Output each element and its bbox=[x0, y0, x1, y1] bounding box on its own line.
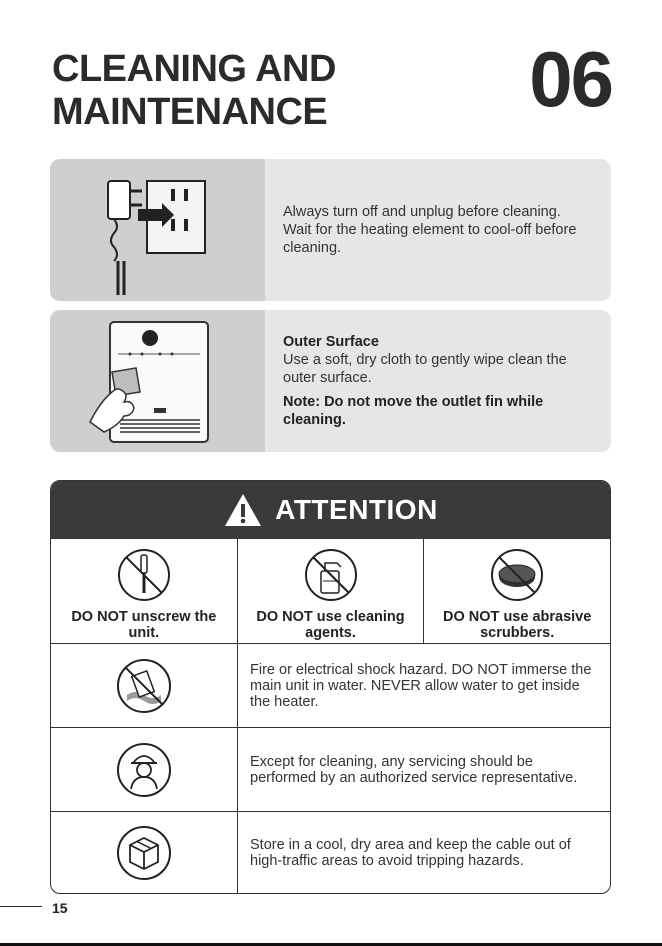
page-title bbox=[52, 48, 336, 134]
warning-icon bbox=[223, 492, 263, 528]
servicing-row bbox=[51, 728, 610, 812]
page-number-rule bbox=[0, 906, 42, 907]
no-unscrew-cell bbox=[51, 539, 237, 643]
no-abrasive-cell bbox=[423, 539, 610, 643]
no-spray-icon bbox=[303, 547, 359, 603]
title-line-1: CLEANING AND bbox=[52, 48, 336, 90]
storage-row bbox=[51, 812, 610, 894]
storage-text: Store in a cool, dry area and keep the cable out of high-traffic areas to avoid tripping hazards. bbox=[250, 837, 571, 869]
no-cleaning-agents-cell bbox=[237, 539, 424, 643]
outer-surface-heading: Outer Surface bbox=[283, 334, 379, 350]
page-number: 15 bbox=[52, 900, 68, 916]
water-hazard-row bbox=[51, 644, 610, 728]
plug-outlet-icon bbox=[50, 159, 265, 301]
no-scrubber-icon bbox=[489, 547, 545, 603]
attention-box bbox=[50, 480, 611, 894]
unplug-card bbox=[50, 159, 611, 301]
no-screwdriver-icon bbox=[116, 547, 172, 603]
outer-surface-body: Use a soft, dry cloth to gently wipe clean the outer surface. bbox=[283, 352, 567, 386]
technician-icon bbox=[115, 741, 173, 799]
no-abrasive-label: DO NOT use abrasive scrubbers. bbox=[443, 609, 592, 641]
water-hazard-text: Fire or electrical shock hazard. DO NOT immerse the main unit in water. NEVER allow water to get inside the heater. bbox=[250, 661, 592, 710]
attention-title: ATTENTION bbox=[275, 494, 438, 525]
wipe-illustration bbox=[50, 310, 265, 452]
heater-wipe-icon bbox=[50, 310, 265, 452]
box-icon bbox=[115, 824, 173, 882]
servicing-text: Except for cleaning, any servicing should be performed by an authorized service representative. bbox=[250, 753, 578, 786]
attention-header bbox=[51, 481, 610, 539]
no-unscrew-label: DO NOT unscrew the unit. bbox=[71, 609, 217, 641]
no-cleaning-agents-label: DO NOT use cleaning agents. bbox=[256, 609, 405, 641]
title-line-2: MAINTENANCE bbox=[52, 91, 328, 133]
outer-surface-note: Note: Do not move the outlet fin while cleaning. bbox=[283, 394, 544, 428]
outer-surface-card bbox=[50, 310, 611, 452]
chapter-number: 06 bbox=[529, 35, 612, 123]
prohibition-row bbox=[51, 539, 610, 644]
unplug-instruction: Always turn off and unplug before cleaning. bbox=[283, 204, 561, 220]
cool-off-instruction: Wait for the heating element to cool-off before cleaning. bbox=[283, 222, 577, 256]
unplug-illustration bbox=[50, 159, 265, 301]
no-water-icon bbox=[115, 657, 173, 715]
